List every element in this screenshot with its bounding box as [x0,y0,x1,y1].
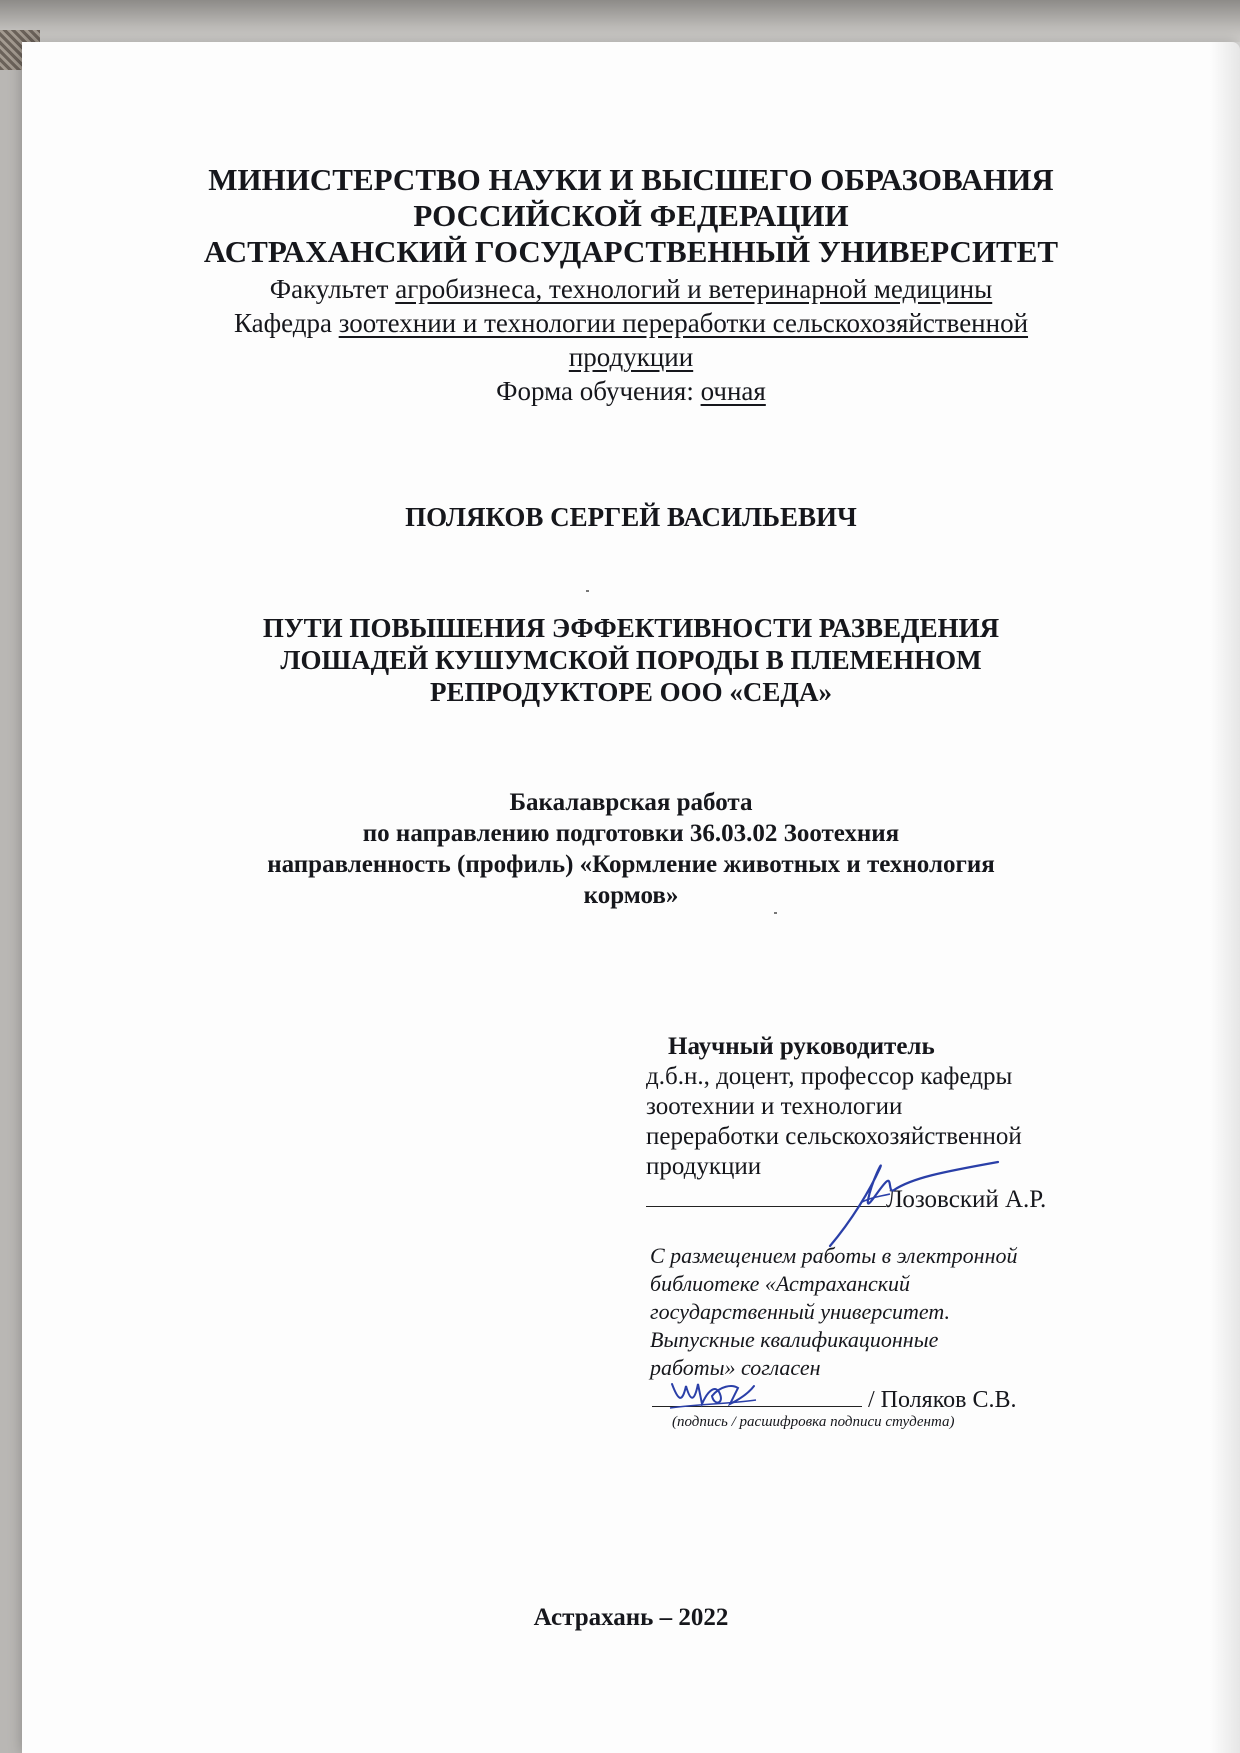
faculty-line [22,272,1240,306]
scan-speck [774,912,777,914]
department-value: зоотехнии и технологии переработки сельскохозяйственной [338,308,1029,338]
department-line [22,306,1240,340]
study-form-line [22,374,1240,408]
university-name: АСТРАХАНСКИЙ ГОСУДАРСТВЕННЫЙ УНИВЕРСИТЕТ [203,234,1059,269]
ministry-line: РОССИЙСКОЙ ФЕДЕРАЦИИ [413,198,849,233]
signature-caption: (подпись / расшифровка подписи студента) [672,1414,955,1430]
work-type-line: направленность (профиль) «Кормление животных и технология [267,851,995,878]
supervisor-position-line: продукции [646,1153,762,1180]
supervisor-heading: Научный руководитель [668,1033,935,1060]
thesis-title [22,612,1240,708]
consent-line: работы» согласен [650,1355,821,1380]
study-form-value: очная [700,376,766,406]
title-line: ЛОШАДЕЙ КУШУМСКОЙ ПОРОДЫ В ПЛЕМЕННОМ [280,645,982,675]
title-line: РЕПРОДУКТОРЕ ООО «СЕДА» [429,677,833,707]
supervisor-position-line: д.б.н., доцент, профессор кафедры [646,1063,1013,1090]
ministry-block [22,162,1240,270]
department-line-2 [22,340,1240,374]
student-signature [668,1370,758,1414]
supervisor-position-line: переработки сельскохозяйственной [646,1123,1022,1150]
supervisor-signature [822,1150,1002,1250]
title-page [22,42,1240,1753]
supervisor-position-line: зоотехнии и технологии [646,1093,903,1120]
faculty-label: Факультет [269,274,389,304]
city-year: Астрахань – 2022 [533,1604,729,1631]
consent-line: библиотеке «Астраханский [650,1271,911,1296]
consent-line: С размещением работы в электронной [650,1243,1018,1268]
consent-line: государственный университет. [650,1299,950,1324]
department-label: Кафедра [233,308,332,338]
faculty-block [22,272,1240,408]
title-line: ПУТИ ПОВЫШЕНИЯ ЭФФЕКТИВНОСТИ РАЗВЕДЕНИЯ [262,613,1000,643]
scan-speck [586,590,589,592]
department-value-cont: продукции [568,342,694,372]
work-type-line: кормов» [583,882,679,909]
student-name: / Поляков С.В. [868,1387,1017,1413]
ministry-line: МИНИСТЕРСТВО НАУКИ И ВЫСШЕГО ОБРАЗОВАНИЯ [208,162,1054,197]
faculty-value: агробизнеса, технологий и ветеринарной медицины [395,274,993,304]
work-type-line: Бакалаврская работа [509,789,753,816]
consent-block [650,1242,1110,1382]
work-type-line: по направлению подготовки 36.03.02 Зоотехния [362,820,900,847]
author-name: ПОЛЯКОВ СЕРГЕЙ ВАСИЛЬЕВИЧ [405,502,857,532]
consent-line: Выпускные квалификационные [650,1327,939,1352]
work-type-block [22,787,1240,911]
study-form-label: Форма обучения: [496,376,694,406]
supervisor-name: Лозовский А.Р. [886,1186,1047,1213]
